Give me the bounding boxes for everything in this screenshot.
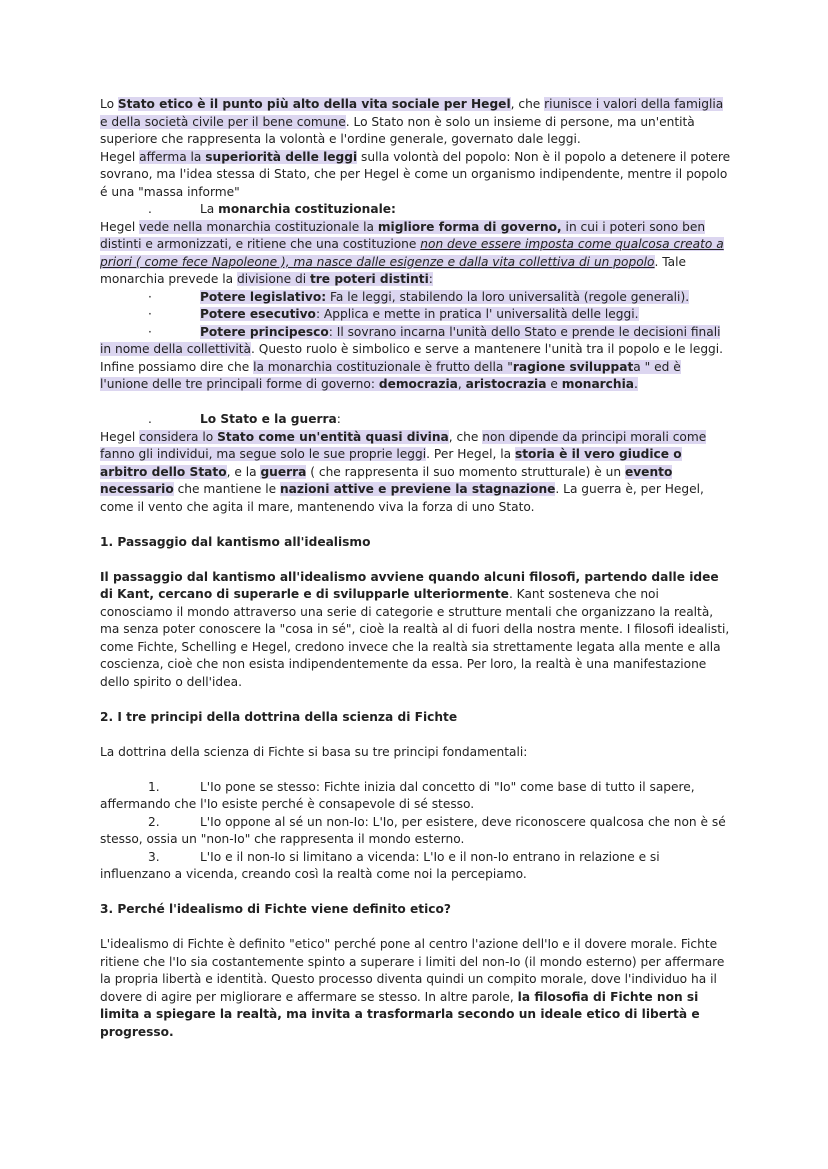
highlight-bold: aristocrazia	[465, 377, 547, 391]
section-heading-1: 1. Passaggio dal kantismo all'idealismo	[100, 534, 371, 549]
numbered-item-2	[100, 814, 732, 849]
monarchia-paragraph	[100, 219, 732, 289]
bullet-dot: ·	[148, 289, 152, 304]
highlight-bold: monarchia	[561, 377, 634, 391]
text-run: Lo	[100, 97, 118, 111]
text-run: Infine possiamo dire che	[100, 359, 254, 374]
numbered-item-1	[100, 779, 732, 814]
highlight-text: non dipende da principi morali come fanno gli individui, ma segue solo le sue proprie leggi	[100, 429, 707, 461]
section-heading-2: 2. I tre principi della dottrina della scienza di Fichte	[100, 709, 458, 724]
highlight-bold: ragione sviluppat	[512, 359, 634, 374]
highlight-bold: Stato come un'entità quasi divina	[217, 429, 449, 444]
highlight-text: : Il sovrano incarna l'unità dello Stato e prende le decisioni finali in nome della collettività	[100, 324, 721, 356]
highlight-bold: democrazia	[378, 377, 458, 391]
text-run: . Kant sosteneva che noi conosciamo il mondo attraverso una serie di categorie e strutture mentali che organizzano la realtà, ma senza poter conoscere la "cosa in sé", cioè la realtà al di fuori della nostra mente. I filosofi idealisti, come Fichte, Schelling e Hegel, credono invece che la realtà sia strettamente legata alla mente e alla coscienza, cioè che non esista indipendentemente da essa. Per loro, la realtà è una manifestazione dello spirito o dell'idea.	[100, 587, 730, 689]
highlight-bold: superiorità delle leggi	[205, 149, 358, 164]
highlight-bold: migliore forma di governo,	[377, 219, 562, 234]
text-run: sulla volontà del popolo: Non è il popolo a detenere il potere sovrano, ma l'idea stessa di Stato, che per Hegel è come un organismo indipendente, mentre il popolo é una "massa informe"	[100, 149, 731, 199]
intro-paragraph-2	[100, 149, 732, 202]
section1-paragraph	[100, 569, 732, 692]
highlight-text: a " ed è l'unione delle tre principali forme di governo:	[100, 359, 681, 391]
bullet-dot: .	[148, 202, 152, 216]
section3-paragraph	[100, 936, 732, 1041]
text-run: :	[336, 412, 341, 426]
highlight-text: la monarchia costituzionale è frutto della "	[253, 359, 513, 374]
highlight-bold: evento necessario	[100, 464, 673, 496]
highlight-bold: tre poteri distinti	[309, 272, 429, 286]
highlight-bold: Potere principesco	[200, 324, 329, 339]
highlight-bold: storia è il vero giudice o arbitro dello Stato	[100, 447, 682, 479]
text-run: , che	[510, 97, 545, 111]
highlight-bold: Stato etico è il punto più alto della vita sociale per Hegel	[117, 97, 511, 111]
highlight-bold: nazioni attive e previene la stagnazione	[280, 482, 556, 496]
section-subtitle: Lo Stato e la guerra	[200, 412, 337, 426]
highlight-text: .	[634, 377, 638, 391]
list-number: 3.	[148, 849, 160, 864]
text-run: Hegel	[100, 429, 140, 444]
text-run: . Lo Stato non è solo un insieme di persone, ma un'entità superiore che rappresenta la volontà e l'ordine generale, governato dale leggi.	[100, 114, 695, 146]
section-subtitle: monarchia costituzionale:	[218, 202, 396, 216]
text-run: . La guerra è, per Hegel, come il vento che agita il mare, mantenendo viva la forza di uno Stato.	[100, 482, 704, 514]
text-run: ( che rappresenta il suo momento strutturale) è un	[306, 464, 625, 479]
highlight-text: divisione di	[236, 272, 310, 286]
bullet-dot: .	[148, 412, 152, 426]
section2-intro: La dottrina della scienza di Fichte si basa su tre principi fondamentali:	[100, 744, 528, 759]
section-heading-3: 3. Perché l'idealismo di Fichte viene definito etico?	[100, 902, 451, 916]
text-run: L'Io e il non-Io si limitano a vicenda: L'Io e il non-Io entrano in relazione e si influenzano a vicenda, creando così la realtà come noi la percepiamo.	[100, 849, 660, 881]
text-run: La	[200, 202, 219, 216]
highlight-bold: Potere esecutivo	[200, 307, 316, 321]
text-run: Hegel	[100, 149, 140, 164]
highlight-text: Fa le leggi, stabilendo la loro universalità (regole generali).	[326, 289, 690, 304]
monarchia-title	[100, 201, 732, 219]
monarchia-conclusion	[100, 359, 732, 394]
bullet-dot: ·	[148, 307, 152, 321]
text-run: . Per Hegel, la	[426, 447, 515, 461]
bold-text: la filosofia di Fichte non si limita a spiegare la realtà, ma invita a trasformarla secondo un ideale etico di libertà e progresso.	[100, 989, 700, 1039]
highlight-underlined: non deve essere imposta come qualcosa creato a priori ( come fece Napoleone ), ma nasce dalle esigenze e dalla vita collettiva di un popolo	[100, 237, 724, 269]
intro-paragraph-1	[100, 96, 732, 149]
document-page	[100, 96, 732, 1041]
text-run: Hegel	[100, 219, 140, 234]
highlight-text: : Applica e mette in pratica l' universalità delle leggi.	[315, 307, 639, 321]
highlight-text: in cui i poteri sono ben distinti e armonizzati, e ritiene che una costituzione	[100, 219, 706, 251]
text-run: . Tale monarchia prevede la	[100, 254, 687, 286]
text-run: L'Io pone se stesso: Fichte inizia dal concetto di "Io" come base di tutto il sapere, affermando che l'Io esiste perché è consapevole di sé stesso.	[100, 779, 695, 811]
highlight-text: afferma la	[139, 149, 206, 164]
highlight-bold: guerra	[260, 464, 307, 479]
text-run: L'Io oppone al sé un non-Io: L'Io, per esistere, deve riconoscere qualcosa che non è sé stesso, ossia un "non-Io" che rappresenta il mondo esterno.	[100, 814, 726, 846]
highlight-text: riunisce i valori della famiglia e della società civile per il bene comune	[100, 97, 724, 129]
list-number: 2.	[148, 814, 160, 829]
guerra-title	[100, 411, 732, 429]
bullet-dot: ·	[148, 324, 152, 339]
list-item-principesco	[100, 324, 732, 359]
text-run: , e la	[226, 464, 261, 479]
highlight-text: vede nella monarchia costituzionale la	[139, 219, 378, 234]
highlight-text: :	[428, 272, 433, 286]
text-run: . Questo ruolo è simbolico e serve a mantenere l'unità tra il popolo e le leggi.	[250, 342, 724, 356]
highlight-text: ,	[457, 377, 466, 391]
highlight-bold: Potere legislativo:	[200, 289, 327, 304]
bold-text: Il passaggio dal kantismo all'idealismo avviene quando alcuni filosofi, partendo dalle idee di Kant, cercano di superarle e di svilupparle ulteriormente	[100, 569, 719, 601]
list-number: 1.	[148, 779, 160, 794]
list-item-esecutivo	[100, 306, 732, 324]
text-run: , che	[448, 429, 483, 444]
list-item-legislativo	[100, 289, 732, 307]
text-run: che mantiene le	[173, 482, 280, 496]
guerra-paragraph	[100, 429, 732, 517]
numbered-item-3	[100, 849, 732, 884]
highlight-text: considera lo	[139, 429, 218, 444]
highlight-text: e	[546, 377, 562, 391]
text-run: L'idealismo di Fichte è definito "etico" perché pone al centro l'azione dell'Io e il dovere morale. Fichte ritiene che l'Io sia costantemente spinto a superare i limiti del non-Io (il mondo esterno) per affermare la propria libertà e identità. Questo processo diventa quindi un compito morale, dove l'individuo ha il dovere di agire per migliorare e affermare se stesso. In altre parole,	[100, 937, 725, 1004]
